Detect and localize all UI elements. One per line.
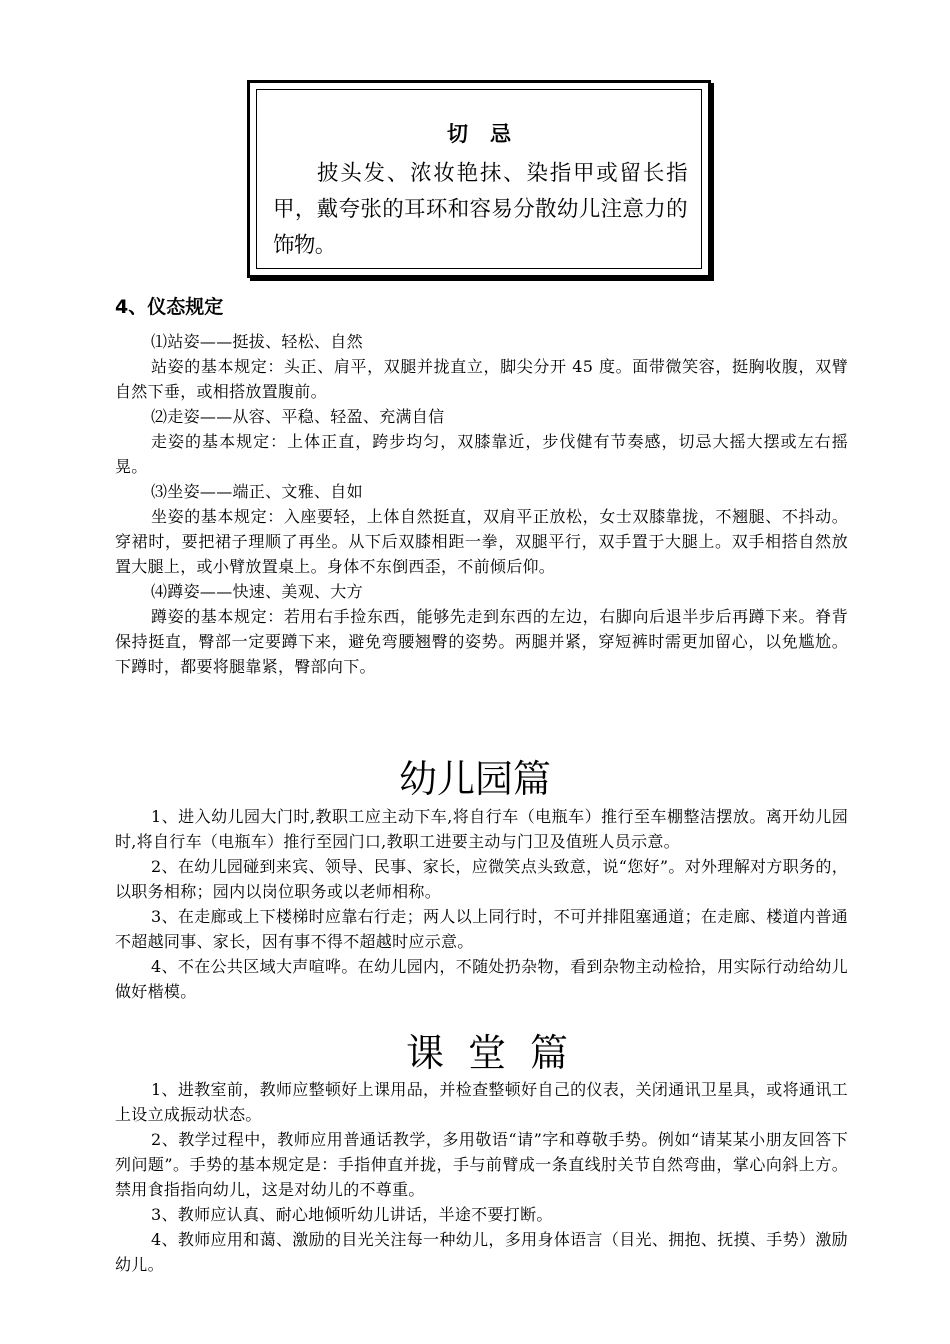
kindergarten-paragraph: 4、不在公共区域大声喧哗。在幼儿园内，不随处扔杂物，看到杂物主动检拾，用实际行动给幼儿做好楷模。 bbox=[115, 957, 848, 1001]
warning-box-inner bbox=[256, 89, 702, 269]
posture-subheading: ⑴站姿——挺拔、轻松、自然 bbox=[151, 332, 363, 351]
warning-box bbox=[247, 80, 711, 278]
posture-paragraph: 走姿的基本规定：上体正直，跨步均匀，双膝靠近，步伐健有节奏感，切忌大摇大摆或左右摇晃。 bbox=[115, 432, 848, 476]
kindergarten-section bbox=[115, 804, 848, 1004]
classroom-paragraph: 2、教学过程中，教师应用普通话教学，多用敬语“请”字和尊敬手势。例如“请某某小朋友回答下列问题”。手势的基本规定是：手指伸直并拢，手与前臂成一条直线肘关节自然弯曲，掌心向斜上方。禁用食指指向幼儿，这是对幼儿的不尊重。 bbox=[115, 1130, 848, 1199]
classroom-paragraph: 3、教师应认真、耐心地倾听幼儿讲话，半途不要打断。 bbox=[151, 1205, 553, 1224]
kindergarten-paragraph: 1、进入幼儿园大门时,教职工应主动下车,将自行车（电瓶车）推行至车棚整洁摆放。离开幼儿园时,将自行车（电瓶车）推行至园门口,教职工进要主动与门卫及值班人员示意。 bbox=[115, 807, 848, 851]
classroom-paragraph: 4、教师应用和蔼、激励的目光关注每一种幼儿，多用身体语言（目光、拥抱、抚摸、手势）激励幼儿。 bbox=[115, 1230, 848, 1274]
classroom-title: 课堂篇 bbox=[405, 1031, 592, 1075]
posture-paragraph: 站姿的基本规定：头正、肩平，双腿并拢直立，脚尖分开 45 度。面带微笑容，挺胸收腹，双臂自然下垂，或相搭放置腹前。 bbox=[115, 357, 848, 401]
kindergarten-paragraph: 3、在走廊或上下楼梯时应靠右行走；两人以上同行时，不可并排阻塞通道；在走廊、楼道内普通不超越同事、家长，因有事不得不超越时应示意。 bbox=[115, 907, 848, 951]
section-heading: 4、仪态规定 bbox=[115, 296, 224, 318]
classroom-paragraph: 1、进教室前，教师应整顿好上课用品，并检查整顿好自己的仪表，关闭通讯卫星具，或将通讯工上设立成振动状态。 bbox=[115, 1080, 848, 1124]
kindergarten-paragraph: 2、在幼儿园碰到来宾、领导、民事、家长，应微笑点头致意，说“您好”。对外理解对方职务的，以职务相称；园内以岗位职务或以老师相称。 bbox=[115, 857, 848, 901]
posture-section bbox=[115, 329, 848, 679]
kindergarten-title: 幼儿园篇 bbox=[398, 757, 551, 801]
posture-paragraph: 坐姿的基本规定：入座要轻，上体自然挺直，双肩平正放松，女士双膝靠拢，不翘腿、不抖动。穿裙时，要把裙子理顺了再坐。从下后双膝相距一拳，双腿平行，双手置于大腿上。双手相搭自然放置大腿上，或小臂放置桌上。身体不东倒西歪，不前倾后仰。 bbox=[115, 507, 848, 576]
posture-subheading: ⑶坐姿——端正、文雅、自如 bbox=[151, 482, 363, 501]
posture-paragraph: 蹲姿的基本规定：若用右手捡东西，能够先走到东西的左边，右脚向后退半步后再蹲下来。脊背保持挺直，臀部一定要蹲下来，避免弯腰翘臀的姿势。两腿并紧，穿短裤时需更加留心，以免尴尬。下蹲时，都要将腿靠紧，臀部向下。 bbox=[115, 607, 848, 676]
warning-text: 披头发、浓妆艳抹、染指甲或留长指甲，戴夸张的耳环和容易分散幼儿注意力的饰物。 bbox=[273, 161, 687, 258]
classroom-section bbox=[115, 1077, 848, 1277]
posture-subheading: ⑵走姿——从容、平稳、轻盈、充满自信 bbox=[151, 407, 445, 426]
posture-subheading: ⑷蹲姿——快速、美观、大方 bbox=[151, 582, 363, 601]
warning-title: 切忌 bbox=[447, 122, 533, 146]
